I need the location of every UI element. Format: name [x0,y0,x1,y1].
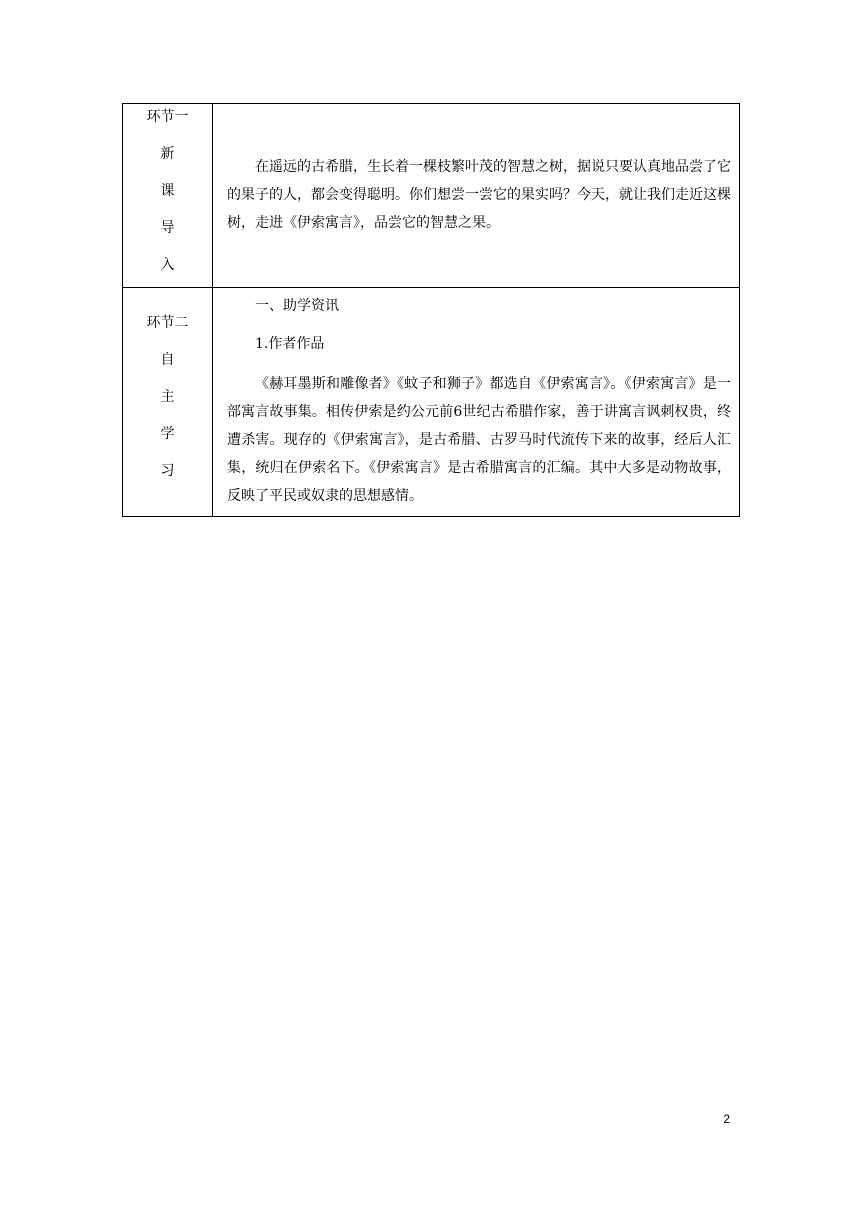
page-number: 2 [723,1112,730,1126]
section2-label-line: 主 [160,389,175,405]
lesson-plan-table [122,103,740,517]
section1-label-cell [123,104,213,288]
section2-label-line: 自 [160,352,175,368]
section2-label-cell [123,288,213,517]
section2-content-cell [213,288,740,517]
section2-label-line: 环节二 [146,315,189,331]
section1-label-line: 新 [160,146,175,162]
intro-paragraph: 在遥远的古希腊，生长着一棵枝繁叶茂的智慧之树，据说只要认真地品尝了它的果子的人，都会变得聪明。你们想尝一尝它的果实吗？今天，就让我们走近这棵树，走进《伊索寓言》，品尝它的智慧之果。 [227,159,731,231]
subsection-heading: 1.作者作品 [255,336,325,352]
author-works-paragraph: 《赫耳墨斯和雕像者》《蚊子和狮子》都选自《伊索寓言》。《伊索寓言》是一部寓言故事集。相传伊索是约公元前6世纪古希腊作家，善于讲寓言讽刺权贵，终遭杀害。现存的《伊索寓言》，是古希腊、古罗马时代流传下来的故事，经后人汇集，统归在伊索名下。《伊索寓言》是古希腊寓言的汇编。其中大多是动物故事，反映了平民或奴隶的思想感情。 [227,376,731,504]
section2-label-line: 习 [160,463,175,479]
section2-label-line: 学 [160,426,175,442]
section-heading: 一、助学资讯 [255,298,339,314]
section1-label-line: 课 [160,183,175,199]
table-row [123,104,740,288]
section1-content-cell [213,104,740,288]
section1-label-line: 入 [160,257,175,273]
table-row [123,288,740,517]
section1-label-line: 环节一 [146,109,189,125]
section1-label-line: 导 [160,220,175,236]
